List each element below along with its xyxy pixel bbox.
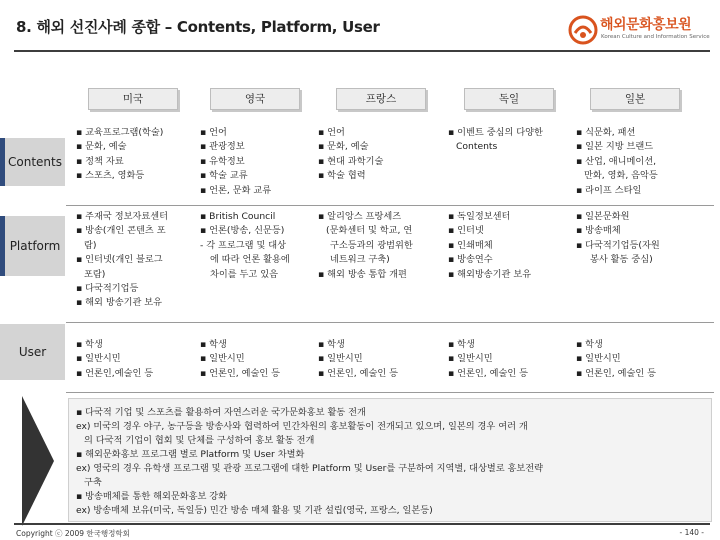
list-item: ▪ 교육프로그램(학술) [76,127,164,138]
cell-platform-usa [76,210,204,311]
cell-platform-japan [576,210,710,268]
list-item: 람) [84,239,97,251]
list-item: ▪ 학생 [448,339,475,350]
list-item: ▪ 학술 교류 [200,170,248,182]
title-divider [14,50,710,52]
footer-divider [14,523,710,525]
logo-emblem-icon [568,15,598,45]
list-item: ▪ 해외 방송 통합 개편 [318,268,407,280]
list-item: ▪ 유학정보 [200,155,245,167]
page-number: - 140 - [679,528,704,537]
list-item: ▪ 학생 [318,339,345,350]
list-item: ▪ 인터넷(개인 블로그 [76,254,163,266]
list-item: ▪ 관광정보 [200,141,245,153]
list-item: ▪ 산업, 애니메이션, [576,155,657,167]
list-item: 만화, 영화, 음악등 [584,170,658,182]
list-item: ▪ 정책 자료 [76,155,124,167]
list-item: ▪ 언론인,예술인 등 [76,367,154,379]
list-item: ▪ 방송(개인 콘텐츠 포 [76,225,166,237]
row-label-platform: Platform [0,216,65,276]
cell-user-france [318,338,442,381]
list-item: ▪ 일반시민 [76,353,121,365]
column-header-uk: 영국 [210,88,300,110]
list-item: ▪ 식문화, 패션 [576,127,636,138]
list-item: ▪ 일반시민 [200,353,245,365]
list-item: ▪ British Council [200,211,276,222]
column-header-usa: 미국 [88,88,178,110]
list-item: ▪ 라이프 스타일 [576,184,642,196]
summary-line: 의 다국적 기업이 협회 및 단체를 구성하여 홍보 활동 전개 [84,435,315,446]
list-item: 네트워크 구축) [330,254,390,266]
logo-subtext: Korean Culture and Information Service [601,34,710,40]
list-item: ▪ 일반시민 [318,353,363,365]
cell-user-japan [576,338,710,381]
logo-text: 해외문화홍보원 [600,17,692,33]
cell-user-usa [76,338,204,381]
cell-platform-france [318,210,442,282]
list-item: ▪ 언론, 문화 교류 [200,184,272,196]
list-item: ▪ 학생 [76,339,103,350]
list-item: ▪ 문화, 예술 [318,141,369,153]
row-label-contents: Contents [0,138,65,186]
list-item: ▪ 일본문화원 [576,211,630,222]
list-item: ▪ 언론(방송, 신문등) [200,225,285,237]
list-item: ▪ 인쇄매체 [448,239,493,251]
cell-contents-france [318,126,442,184]
column-header-germany: 독일 [464,88,554,110]
list-item: ▪ 일반시민 [576,353,621,365]
summary-line: ▪ 해외문화홍보 프로그램 별로 Platform 및 User 차별화 [76,449,305,460]
list-item: ▪ 일본 지방 브랜드 [576,141,654,153]
summary-line: 구축 [84,477,102,488]
list-item: ▪ 방송매체 [576,225,621,237]
row-divider [66,392,714,393]
cell-platform-germany [448,210,576,282]
copyright-text: Copyright ⓒ 2009 한국행정학회 [16,529,130,538]
cell-user-uk [200,338,320,381]
list-item: ▪ 다국적기업등(자원 [576,239,660,251]
summary-line: ▪ 방송매체를 통한 해외문화홍보 강화 [76,491,228,502]
list-item: ▪ 언론인, 예술인 등 [576,367,657,379]
list-item: 에 따라 언론 활용에 [210,254,290,266]
list-item: ▪ 학생 [200,339,227,350]
row-label-user: User [0,324,65,380]
list-item: ▪ 다국적기업등 [76,283,139,295]
list-item: ▪ 문화, 예술 [76,141,127,153]
list-item: ▪ 언론인, 예술인 등 [200,367,281,379]
list-item: 봉사 활동 중심) [590,254,653,266]
arrow-right-icon [20,396,56,526]
page-title: 8. 해외 선진사례 종합 – Contents, Platform, User [16,18,380,36]
list-item: ▪ 일반시민 [448,353,493,365]
list-item: ▪ 언어 [200,127,227,138]
list-item: (문화센터 및 학교, 연 [326,225,413,237]
column-header-france: 프랑스 [336,88,426,110]
list-item: ▪ 방송연수 [448,254,493,266]
cell-contents-japan [576,126,710,198]
list-item: ▪ 해외 방송기관 보유 [76,297,162,309]
list-item: 차이를 두고 있음 [210,268,278,280]
summary-line: ▪ 다국적 기업 및 스포츠를 활용하여 자연스러운 국가문화홍보 활동 전개 [76,407,366,418]
cell-platform-uk [200,210,320,282]
list-item: ▪ 인터넷 [448,225,484,237]
summary-line: ex) 방송매체 보유(미국, 독일등) 민간 방송 매체 활용 및 기관 설립(영국, 프랑스, 일본등) [76,505,433,516]
list-item: 구소등과의 광범위한 [330,239,413,251]
list-item: ▪ 학생 [576,339,603,350]
cell-contents-germany [448,126,576,155]
row-divider [66,322,714,323]
list-item: ▪ 학술 협력 [318,170,366,182]
list-item: ▪ 언어 [318,127,345,138]
cell-user-germany [448,338,576,381]
summary-line: ex) 미국의 경우 야구, 농구등을 방송사와 협력하여 민간차원의 홍보활동이 전개되고 있으며, 일본의 경우 여러 개 [76,421,528,432]
list-item: ▪ 알리앙스 프랑세즈 [318,211,402,222]
list-item: 포람) [84,268,106,280]
list-item: ▪ 주재국 정보자료센터 [76,211,168,222]
list-item: Contents [456,141,498,153]
list-item: ▪ 이벤트 중심의 다양한 [448,127,543,138]
list-item: ▪ 언론인, 예술인 등 [448,367,529,379]
list-item: ▪ 현대 과학기술 [318,155,384,167]
list-item: ▪ 독일정보센터 [448,211,511,222]
summary-line: ex) 영국의 경우 유학생 프로그램 및 관광 프로그램에 대한 Platform 및 User를 구분하여 지역별, 대상별로 홍보전략 [76,463,544,474]
list-item: ▪ 언론인, 예술인 등 [318,367,399,379]
logo [566,12,716,48]
cell-contents-usa [76,126,204,184]
list-item: - 각 프로그램 및 대상 [200,239,286,251]
row-divider [66,205,714,206]
list-item: ▪ 해외방송기관 보유 [448,268,532,280]
cell-contents-uk [200,126,320,198]
list-item: ▪ 스포츠, 영화등 [76,170,145,182]
column-header-japan: 일본 [590,88,680,110]
